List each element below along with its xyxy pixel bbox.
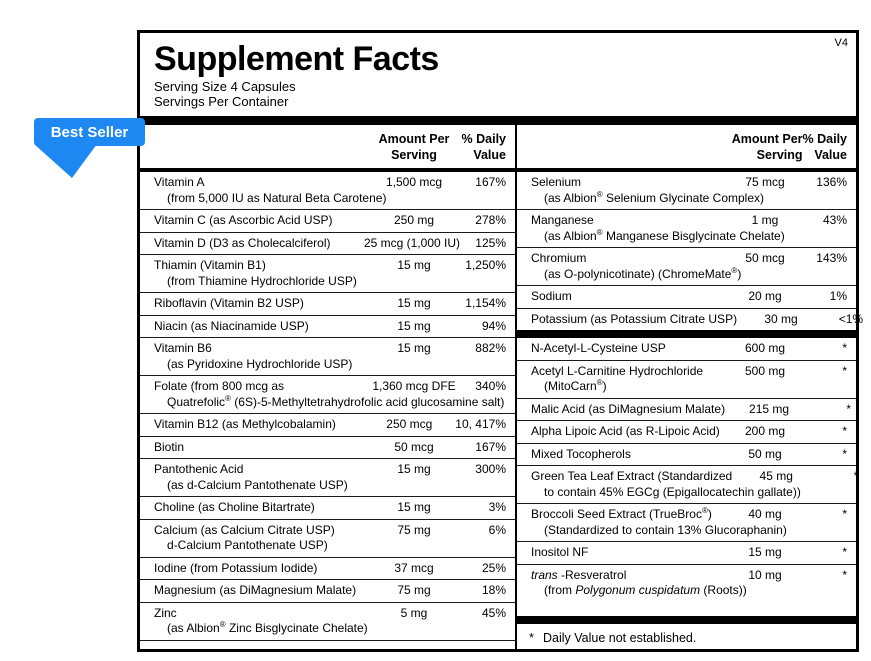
nutrient-name: Niacin (as Niacinamide USP) — [154, 318, 309, 333]
table-row — [517, 338, 856, 360]
top-divider-bar — [140, 116, 856, 125]
right-minerals-rows — [517, 172, 864, 330]
table-row — [140, 496, 515, 519]
table-row — [517, 465, 859, 503]
dv-header-line1: % Daily — [802, 132, 847, 146]
nutrient-subtext: (as d-Calcium Pantothenate USP) — [167, 477, 348, 492]
footnote-text: Daily Value not established. — [543, 631, 697, 645]
nutrient-amount: 10 mg — [748, 567, 782, 582]
serving-size: Serving Size 4 Capsules — [154, 79, 296, 94]
nutrient-name: Alpha Lipoic Acid (as R-Lipoic Acid) — [531, 424, 720, 438]
right-column-header — [517, 125, 856, 172]
best-seller-badge — [34, 118, 145, 146]
right-column — [517, 125, 864, 649]
nutrient-amount: 45 mg — [759, 469, 793, 483]
nutrient-name: Iodine (from Potassium Iodide) — [154, 560, 318, 575]
spacer — [517, 602, 856, 617]
nutrient-name: Zinc — [154, 605, 177, 620]
section-divider-bar — [517, 616, 856, 624]
nutrient-daily-value: * — [842, 341, 847, 355]
nutrient-amount: 75 mcg — [745, 175, 785, 189]
nutrient-amount: 15 mg — [397, 500, 431, 514]
dv-header-line2: Value — [473, 147, 506, 162]
nutrient-daily-value: * — [842, 363, 847, 378]
table-row — [517, 285, 856, 308]
nutrient-name: Biotin — [154, 439, 185, 454]
nutrient-subtext: d-Calcium Pantothenate USP) — [167, 538, 328, 552]
table-row — [140, 413, 515, 436]
nutrient-daily-value: 340% — [475, 379, 506, 393]
nutrient-name: Malic Acid (as DiMagnesium Malate) — [531, 401, 726, 416]
nutrient-amount: 37 mcg — [394, 560, 434, 575]
nutrient-amount: 40 mg — [748, 507, 782, 521]
nutrient-daily-value: 278% — [475, 213, 506, 227]
nutrient-amount: 30 mg — [764, 311, 798, 326]
nutrient-amount: 15 mg — [397, 258, 431, 272]
table-row — [140, 458, 515, 496]
version-tag: V4 — [834, 37, 848, 49]
footnote-asterisk: * — [529, 631, 534, 645]
nutrient-subtext: (from Thiamine Hydrochloride USP) — [167, 273, 357, 288]
nutrient-name: Vitamin B12 (as Methylcobalamin) — [154, 417, 336, 431]
nutrient-daily-value: 18% — [481, 583, 506, 597]
table-row — [517, 443, 856, 466]
table-row — [140, 172, 515, 209]
daily-value-header — [460, 132, 506, 163]
nutrient-amount: 1,360 mcg DFE — [372, 379, 456, 393]
nutrient-subtext: Quatrefolic® (6S)-5-Methyltetrahydrofolic acid glucosamine salt) — [167, 393, 505, 409]
nutrient-daily-value: 1,250% — [465, 258, 506, 272]
nutrient-daily-value: 136% — [816, 175, 847, 189]
badge-tail — [34, 144, 97, 178]
nutrient-name: N-Acetyl-L-Cysteine USP — [531, 341, 666, 355]
nutrient-daily-value: * — [842, 446, 847, 461]
nutrient-name: Selenium — [531, 175, 582, 189]
nutrient-subtext: (as Albion® Manganese Bisglycinate Chelate) — [544, 227, 785, 243]
badge-label: Best Seller — [50, 123, 129, 141]
amount-header-line2: Serving — [756, 147, 803, 162]
nutrient-daily-value: 43% — [822, 213, 847, 227]
nutrient-amount: 15 mg — [397, 296, 431, 310]
nutrient-amount: 250 mg — [393, 213, 435, 227]
nutrient-daily-value: * — [842, 424, 847, 438]
right-other-ingredients-rows — [517, 338, 859, 602]
nutrient-subtext: (as Pyridoxine Hydrochloride USP) — [167, 356, 353, 371]
table-row — [140, 375, 515, 413]
nutrient-amount: 15 mg — [748, 545, 782, 559]
amount-per-serving-header — [368, 132, 460, 163]
nutrient-amount: 215 mg — [749, 401, 790, 416]
nutrient-subtext: (from 5,000 IU as Natural Beta Carotene) — [167, 190, 387, 205]
nutrient-name: Calcium (as Calcium Citrate USP) — [154, 522, 335, 537]
amount-header-line2: Serving — [391, 147, 437, 162]
nutrient-name: Vitamin C (as Ascorbic Acid USP) — [154, 213, 333, 227]
nutrient-daily-value: 125% — [475, 235, 506, 250]
nutrient-subtext: (as Albion® Selenium Glycinate Complex) — [544, 189, 765, 205]
nutrient-daily-value: 45% — [481, 605, 506, 620]
nutrient-subtext: to contain 45% EGCg (Epigallocatechin gallate)) — [544, 484, 801, 499]
nutrient-amount: 600 mg — [744, 341, 786, 355]
left-column-header — [140, 125, 515, 172]
supplement-facts-panel — [137, 30, 864, 652]
nutrient-daily-value: 882% — [475, 341, 506, 355]
nutrient-subtext: (as Albion® Zinc Bisglycinate Chelate) — [167, 620, 368, 635]
facts-columns — [140, 125, 864, 649]
table-row — [140, 436, 515, 459]
table-row — [517, 503, 856, 541]
nutrient-name: Vitamin B6 — [154, 341, 212, 355]
nutrient-amount: 25 mcg (1,000 IU) — [363, 235, 460, 250]
footnote — [517, 624, 856, 649]
table-row — [517, 564, 856, 602]
nutrient-amount: 5 mg — [400, 605, 428, 620]
table-row — [140, 519, 515, 557]
left-rows — [140, 172, 515, 641]
nutrient-name: Potassium (as Potassium Citrate USP) — [531, 311, 738, 326]
nutrient-daily-value: * — [853, 469, 859, 483]
nutrient-name: Magnesium (as DiMagnesium Malate) — [154, 583, 357, 597]
nutrient-amount: 75 mg — [397, 583, 431, 597]
nutrient-daily-value: 143% — [816, 251, 847, 265]
nutrient-name: Folate (from 800 mcg as — [154, 379, 285, 393]
nutrient-daily-value: 6% — [488, 522, 506, 537]
nutrient-amount: 200 mg — [744, 424, 786, 438]
nutrient-name: Chromium — [531, 251, 587, 265]
table-row — [140, 557, 515, 580]
nutrient-amount: 50 mcg — [745, 251, 785, 265]
nutrient-amount: 15 mg — [397, 318, 431, 333]
nutrient-daily-value: <1% — [838, 311, 864, 326]
dv-header-line2: Value — [814, 147, 847, 162]
nutrient-name: Choline (as Choline Bitartrate) — [154, 500, 315, 514]
nutrient-daily-value: 3% — [488, 500, 506, 514]
nutrient-daily-value: 167% — [475, 175, 506, 189]
nutrient-name: Pantothenic Acid — [154, 462, 244, 476]
nutrient-amount: 500 mg — [744, 363, 786, 378]
table-row — [140, 232, 515, 255]
nutrient-amount: 1,500 mcg — [385, 175, 443, 189]
nutrient-name: Riboflavin (Vitamin B2 USP) — [154, 296, 304, 310]
nutrient-name: Manganese — [531, 213, 594, 227]
panel-title: Supplement Facts — [154, 40, 439, 78]
panel-head — [140, 33, 856, 113]
nutrient-name: trans -Resveratrol — [531, 567, 627, 582]
table-row — [140, 254, 515, 292]
table-row — [140, 579, 515, 602]
table-row — [517, 541, 856, 564]
table-row — [517, 247, 856, 285]
section-divider-bar — [517, 330, 856, 338]
nutrient-amount: 20 mg — [748, 289, 782, 303]
table-row — [140, 602, 515, 640]
table-row — [517, 209, 856, 247]
nutrient-daily-value: 94% — [481, 318, 506, 333]
nutrient-daily-value: 10, 417% — [455, 417, 506, 431]
nutrient-amount: 1 mg — [751, 213, 779, 227]
nutrient-name: Thiamin (Vitamin B1) — [154, 258, 266, 272]
table-row — [517, 360, 856, 398]
nutrient-amount: 50 mcg — [394, 439, 434, 454]
table-row — [140, 315, 515, 338]
nutrient-daily-value: * — [842, 507, 847, 521]
nutrient-daily-value: * — [842, 567, 847, 582]
nutrient-name: Acetyl L-Carnitine Hydrochloride — [531, 363, 704, 378]
nutrient-amount: 75 mg — [397, 522, 431, 537]
table-row — [140, 209, 515, 232]
nutrient-name: Vitamin A — [154, 175, 205, 189]
nutrient-daily-value: 167% — [475, 439, 506, 454]
nutrient-amount: 15 mg — [397, 462, 431, 476]
table-row — [140, 292, 515, 315]
table-row — [517, 398, 856, 421]
table-row — [140, 337, 515, 375]
servings-per-container: Servings Per Container — [154, 94, 289, 109]
nutrient-subtext: (as O-polynicotinate) (ChromeMate®) — [544, 265, 742, 281]
dv-header-line1: % Daily — [461, 132, 506, 146]
nutrient-daily-value: * — [842, 545, 847, 559]
nutrient-daily-value: * — [846, 401, 852, 416]
nutrient-name: Vitamin D (D3 as Cholecalciferol) — [154, 235, 331, 250]
nutrient-daily-value: 1,154% — [465, 296, 506, 310]
amount-per-serving-header — [723, 132, 803, 163]
nutrient-amount: 50 mg — [748, 446, 782, 461]
left-column — [140, 125, 517, 649]
nutrient-subtext: (Standardized to contain 13% Glucoraphanin) — [544, 522, 787, 537]
nutrient-name: Sodium — [531, 289, 572, 303]
table-row — [517, 308, 864, 331]
nutrient-amount: 250 mcg — [386, 417, 433, 431]
nutrient-daily-value: 300% — [475, 462, 506, 476]
nutrient-name: Broccoli Seed Extract (TrueBroc®) — [531, 506, 712, 521]
table-row — [517, 420, 856, 443]
nutrient-subtext: (MitoCarn®) — [544, 378, 607, 393]
daily-value-header — [803, 132, 847, 163]
nutrient-subtext: (from Polygonum cuspidatum (Roots)) — [544, 583, 747, 597]
nutrient-name: Mixed Tocopherols — [531, 446, 631, 461]
amount-header-line1: Amount Per — [378, 132, 450, 146]
nutrient-name: Inositol NF — [531, 545, 589, 559]
table-row — [517, 172, 856, 209]
nutrient-daily-value: 25% — [481, 560, 506, 575]
nutrient-amount: 15 mg — [397, 341, 431, 355]
amount-header-line1: Amount Per — [731, 132, 803, 146]
nutrient-name: Green Tea Leaf Extract (Standardized — [531, 469, 733, 483]
nutrient-daily-value: 1% — [829, 289, 847, 303]
